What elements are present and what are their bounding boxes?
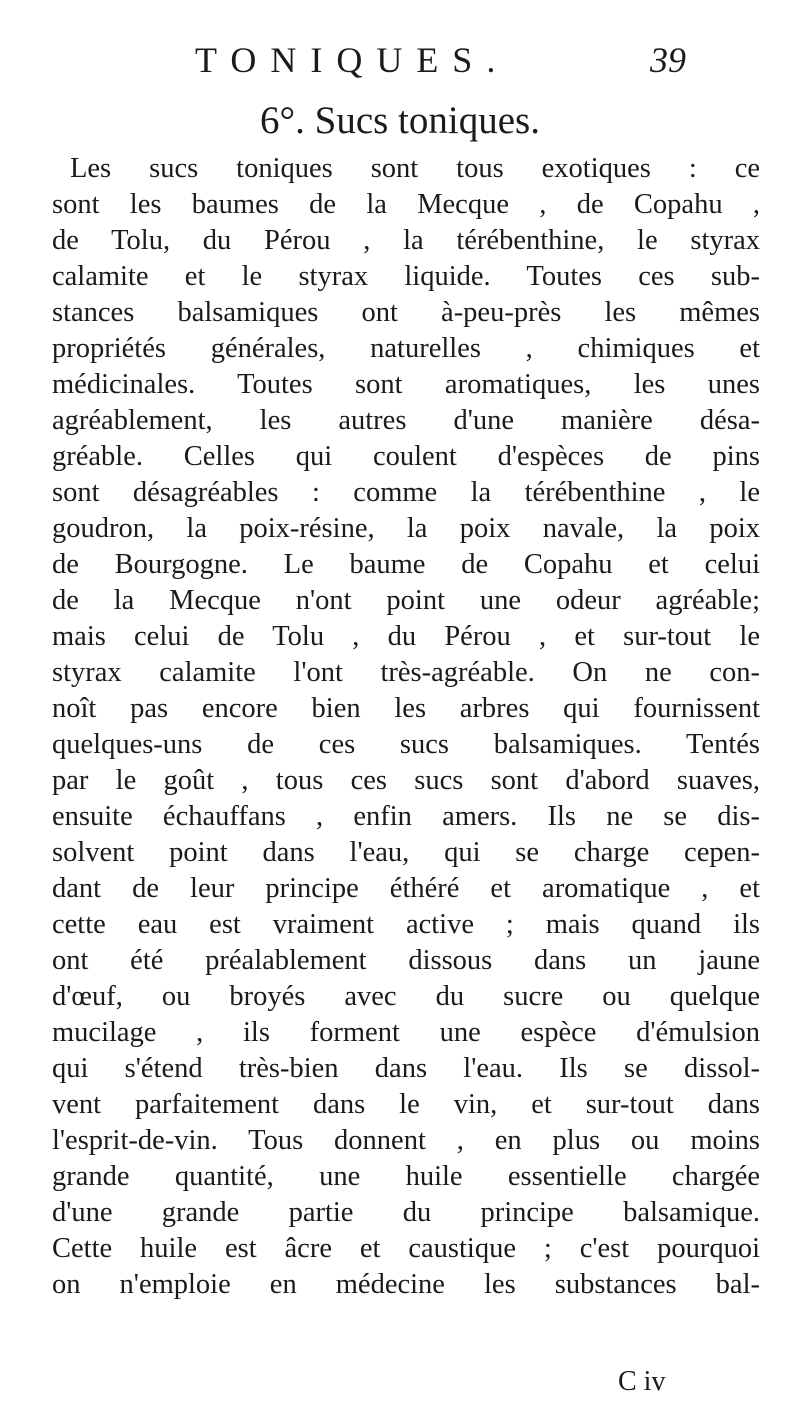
text-line: mais celui de Tolu , du Pérou , et sur-tout le xyxy=(52,621,760,652)
text-line: qui s'étend très-bien dans l'eau. Ils se dissol- xyxy=(52,1053,760,1084)
text-line: gréable. Celles qui coulent d'espèces de pins xyxy=(52,441,760,472)
section-title: 6°. Sucs toniques. xyxy=(260,99,540,142)
text-line: goudron, la poix-résine, la poix navale, la poix xyxy=(52,513,760,544)
text-line: styrax calamite l'ont très-agréable. On ne con- xyxy=(52,657,760,688)
text-line: solvent point dans l'eau, qui se charge cepen- xyxy=(52,837,760,868)
text-line: noît pas encore bien les arbres qui fournissent xyxy=(52,693,760,724)
text-line: Cette huile est âcre et caustique ; c'est pourquoi xyxy=(52,1233,760,1264)
text-line: propriétés générales, naturelles , chimiques et xyxy=(52,333,760,364)
text-line: ensuite échauffans , enfin amers. Ils ne se dis- xyxy=(52,801,760,832)
text-line: agréablement, les autres d'une manière désa- xyxy=(52,405,760,436)
text-line: sont les baumes de la Mecque , de Copahu , xyxy=(52,189,760,220)
text-line: grande quantité, une huile essentielle chargée xyxy=(52,1161,760,1192)
signature-mark: C iv xyxy=(618,1366,666,1397)
text-line: dant de leur principe éthéré et aromatique , et xyxy=(52,873,760,904)
text-line: de Tolu, du Pérou , la térébenthine, le styrax xyxy=(52,225,760,256)
running-title: TONIQUES. xyxy=(195,40,510,80)
text-line: de Bourgogne. Le baume de Copahu et celui xyxy=(52,549,760,580)
text-line: on n'emploie en médecine les substances bal- xyxy=(52,1269,760,1300)
text-line: par le goût , tous ces sucs sont d'abord suaves, xyxy=(52,765,760,796)
text-line: vent parfaitement dans le vin, et sur-tout dans xyxy=(52,1089,760,1120)
text-line: stances balsamiques ont à-peu-près les mêmes xyxy=(52,297,760,328)
text-line: cette eau est vraiment active ; mais quand ils xyxy=(52,909,760,940)
text-line: d'œuf, ou broyés avec du sucre ou quelque xyxy=(52,981,760,1012)
page-number: 39 xyxy=(650,40,686,80)
text-line: ont été préalablement dissous dans un jaune xyxy=(52,945,760,976)
text-line: l'esprit-de-vin. Tous donnent , en plus ou moins xyxy=(52,1125,760,1156)
text-line: quelques-uns de ces sucs balsamiques. Tentés xyxy=(52,729,760,760)
text-line: Les sucs toniques sont tous exotiques : ce xyxy=(70,153,760,184)
running-head xyxy=(195,36,686,84)
text-line: de la Mecque n'ont point une odeur agréable; xyxy=(52,585,760,616)
text-line: médicinales. Toutes sont aromatiques, les unes xyxy=(52,369,760,400)
text-line: d'une grande partie du principe balsamique. xyxy=(52,1197,760,1228)
text-line: mucilage , ils forment une espèce d'émulsion xyxy=(52,1017,760,1048)
text-line: sont désagréables : comme la térébenthine , le xyxy=(52,477,760,508)
text-line: calamite et le styrax liquide. Toutes ces sub- xyxy=(52,261,760,292)
